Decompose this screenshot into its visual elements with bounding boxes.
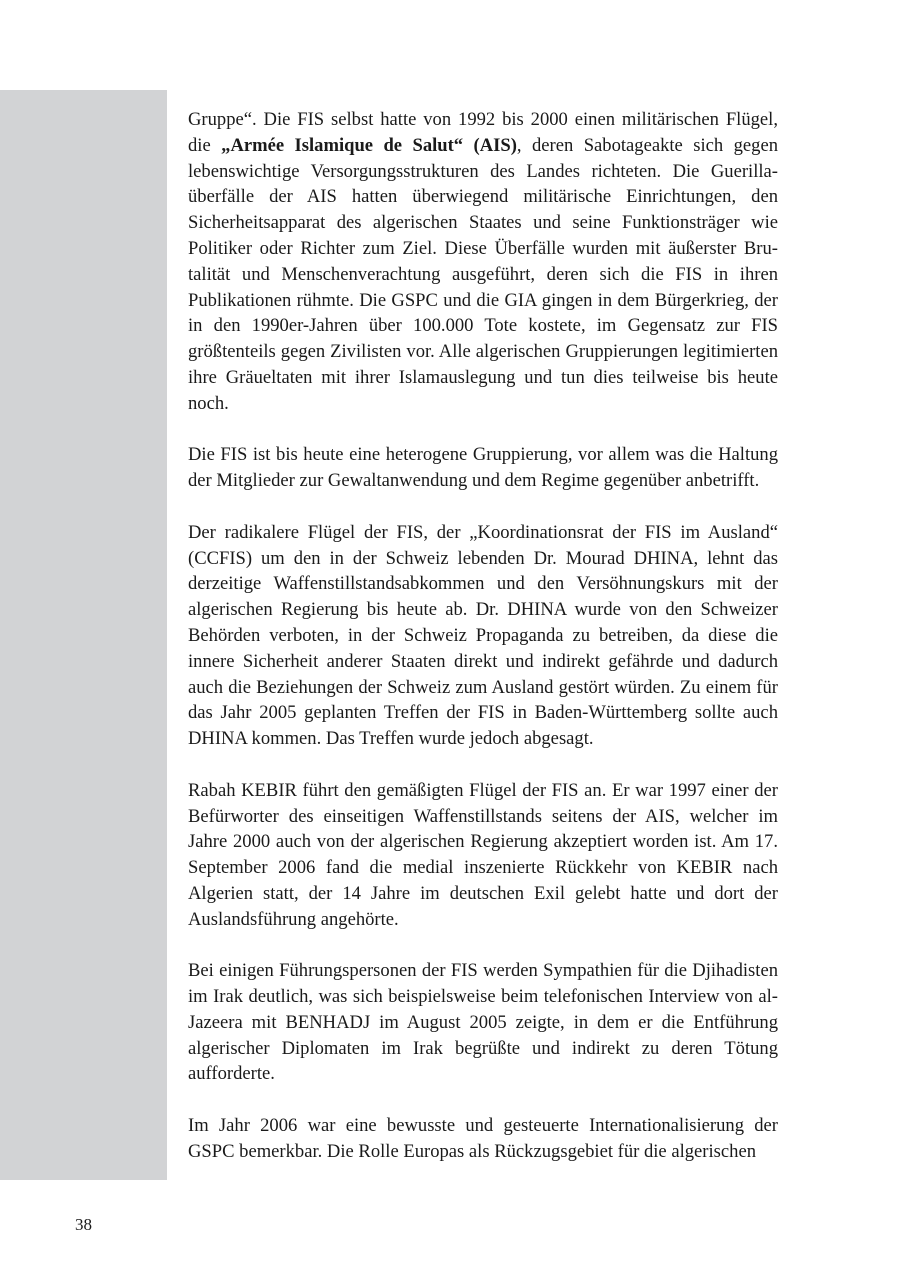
- body-text: [188, 107, 778, 1165]
- paragraph-6: Im Jahr 2006 war eine bewusste und gesteuerte Internationalisierung der GSPC bemerkbar. Die Rolle Europas als Rückzugsgebiet für die algerischen: [188, 1115, 778, 1162]
- paragraph-1: [188, 107, 778, 417]
- paragraph-5: Bei einigen Führungspersonen der FIS werden Sympathien für die Djihadisten im Irak deutlich, was sich beispielsweise beim telefonischen Interview von al-Jazeera mit BENHADJ im August 2005 zeigte, in dem er die Entführung algerischer Diplomaten im Irak begrüßte und indirekt zu deren Tötung aufforderte.: [188, 960, 778, 1085]
- paragraph-2: Die FIS ist bis heute eine heterogene Gruppierung, vor allem was die Haltung der Mitglieder zur Gewaltanwendung und dem Regime gegenüber anbetrifft.: [188, 444, 778, 492]
- paragraph-4: Rabah KEBIR führt den gemäßigten Flügel der FIS an. Er war 1997 einer der Befürworter des einseitigen Waffenstillstands seitens der AIS, welcher im Jahre 2000 auch von der algerischen Regierung akzeptiert worden ist. Am 17. September 2006 fand die medial inszenierte Rückkehr von KEBIR nach Algerien statt, der 14 Jahre im deutschen Exil gelebt hatte und dort der Auslandsführung angehörte.: [188, 779, 778, 930]
- page-number: 38: [75, 1215, 92, 1234]
- paragraph-1-pre: Gruppe“. Die FIS selbst hatte von 1992 bis 2000 einen militärischen Flügel, die: [188, 109, 778, 156]
- ais-term: „Armée Islamique de Salut“ (AIS): [221, 134, 517, 156]
- margin-gray-band: [0, 90, 167, 1180]
- paragraph-3: Der radikalere Flügel der FIS, der „Koordinationsrat der FIS im Ausland“ (CCFIS) um den in der Schweiz lebenden Dr. Mourad DHINA, lehnt das derzeitige Waffenstillstandsabkommen und den Versöhnungskurs mit der algerischen Regierung bis heute ab. Dr. DHINA wurde von den Schweizer Behörden verboten, in der Schweiz Propaganda zu betreiben, da diese die innere Sicherheit anderer Staaten direkt und indirekt gefährde und dadurch auch die Beziehungen der Schweiz zum Ausland gestört würden. Zu einem für das Jahr 2005 geplanten Treffen der FIS in Baden-Württemberg sollte auch DHINA kommen. Das Treffen wurde jedoch abgesagt.: [188, 521, 778, 750]
- paragraph-1-post: , deren Sabotageakte sich gegen lebenswichtige Versorgungsstrukturen des Landes richteten. Die Guerillaüberfälle der AIS hatten überwiegend militärische Einrichtungen, den Sicherheitsapparat des algerischen Staates und seine Funktionsträger wie Politiker oder Richter zum Ziel. Diese Überfälle wurden mit äußerster Brutalität und Menschenverachtung ausgeführt, deren sich die FIS in ihren Publikationen rühmte. Die GSPC und die GIA gingen in dem Bürgerkrieg, der in den 1990er-Jahren über 100.000 Tote kostete, im Gegensatz zur FIS größtenteils gegen Zivilisten vor. Alle algerischen Gruppierungen legitimierten ihre Gräueltaten mit ihrer Islamauslegung und tun dies teilweise bis heute noch.: [188, 134, 778, 414]
